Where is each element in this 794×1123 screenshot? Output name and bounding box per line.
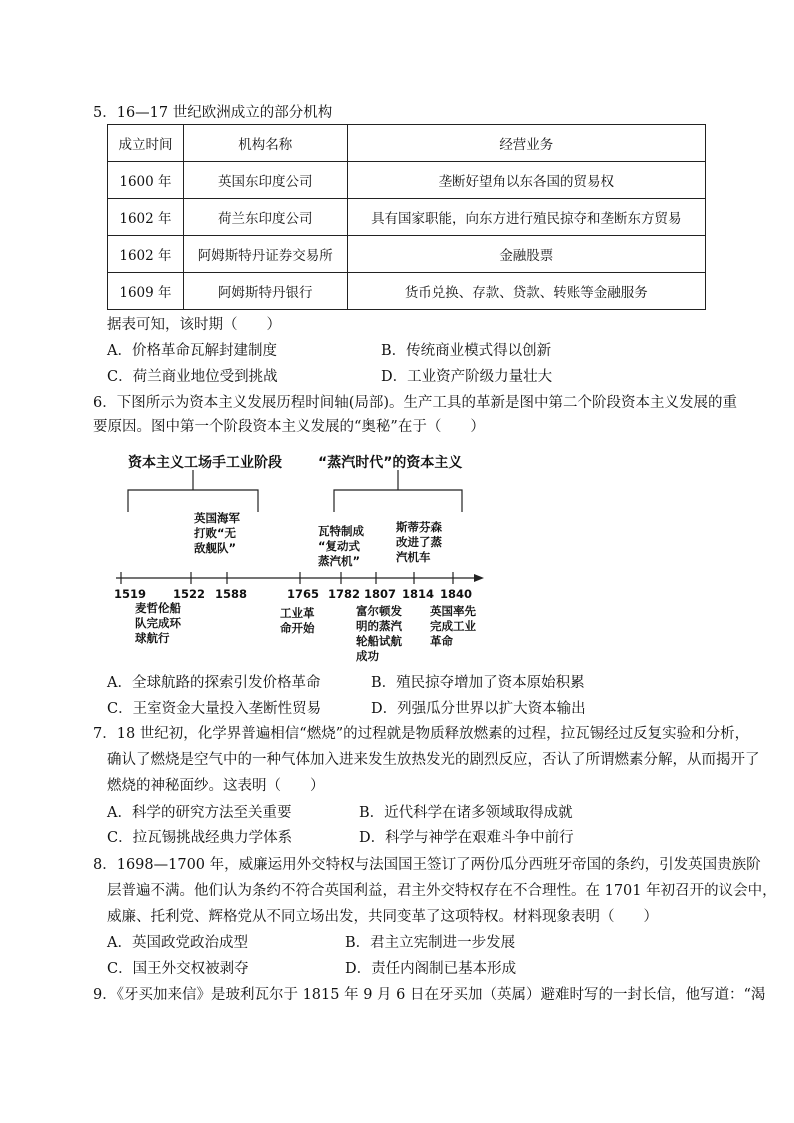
q6-line-2: 要原因。图中第一个阶段资本主义发展的“奥秘”在于（ ） [93, 419, 485, 435]
q7-line-2: 确认了燃烧是空气中的一种气体加入进来发生放热发光的剧烈反应，否认了所谓燃素分解，从而揭开了 [107, 752, 760, 768]
timeline-arrow [474, 574, 484, 582]
q8-options-row-2 [107, 957, 707, 979]
q5-option-a[interactable]: A．价格革命瓦解封建制度 [107, 343, 277, 359]
table-header: 机构名称 [183, 125, 347, 162]
table-cell: 阿姆斯特丹银行 [183, 273, 347, 310]
event-armada: 英国海军 打败“无 敌舰队” [194, 511, 240, 555]
q7-option-c[interactable]: C．拉瓦锡挑战经典力学体系 [107, 830, 293, 846]
table-cell: 具有国家职能，向东方进行殖民掠夺和垄断东方贸易 [347, 199, 705, 236]
q6-option-a[interactable]: A．全球航路的探索引发价格革命 [107, 675, 321, 691]
year-label: 1765 [287, 587, 320, 601]
stage-1-brace [128, 490, 258, 512]
stage-2-brace [334, 490, 462, 512]
q5-stem: 据表可知，该时期（ ） [107, 317, 281, 333]
q8-option-b[interactable]: B．君主立宪制进一步发展 [345, 935, 516, 951]
event-magellan: 麦哲伦船 队完成环 球航行 [135, 601, 181, 645]
q7-line-3: 燃烧的神秘面纱。这表明（ ） [107, 778, 325, 794]
timeline-stage-2-label: “蒸汽时代”的资本主义 [318, 455, 463, 471]
year-label: 1814 [402, 587, 435, 601]
table-cell: 1602 年 [108, 236, 184, 273]
q6-option-c[interactable]: C．王室资金大量投入垄断性贸易 [107, 701, 322, 717]
table-cell: 1602 年 [108, 199, 184, 236]
q7-option-d[interactable]: D．科学与神学在艰难斗争中前行 [359, 830, 574, 846]
event-watt-engine: 瓦特制成 “复动式 蒸汽机” [318, 524, 364, 568]
table-cell: 英国东印度公司 [183, 162, 347, 199]
event-britain-completes: 英国率先 完成工业 革命 [430, 604, 476, 648]
table-cell: 垄断好望角以东各国的贸易权 [347, 162, 705, 199]
q6-line-1: 6．下图所示为资本主义发展历程时间轴(局部)。生产工具的革新是图中第二个阶段资本主义发展的重 [93, 395, 738, 411]
q8-line-2: 层普遍不满。他们认为条约不符合英国利益，君主外交特权存在不合理性。在 1701 年初召开的议会中， [107, 883, 777, 899]
table-cell: 荷兰东印度公司 [183, 199, 347, 236]
q8-line-1: 8．1698—1700 年，威廉运用外交特权与法国国王签订了两份瓜分西班牙帝国的条约，引发英国贵族阶 [93, 857, 761, 873]
q6-options-row-2 [107, 697, 707, 719]
year-label: 1807 [364, 587, 397, 601]
q7-option-b[interactable]: B．近代科学在诸多领域取得成就 [359, 805, 573, 821]
table-header: 经营业务 [347, 125, 705, 162]
q7-line-1: 7．18 世纪初，化学界普遍相信“燃烧”的过程就是物质释放燃素的过程，拉瓦锡经过反复实验和分析， [93, 726, 750, 742]
table-cell: 金融股票 [347, 236, 705, 273]
event-stephenson: 斯蒂芬森 改进了蒸 汽机车 [396, 520, 442, 564]
q8-option-a[interactable]: A．英国政党政治成型 [107, 935, 248, 951]
timeline-stage-1-label: 资本主义工场手工业阶段 [128, 455, 282, 471]
q7-options-row-1 [107, 801, 707, 823]
event-industrial-revolution: 工业革 命开始 [280, 606, 315, 635]
q8-line-3: 威廉、托利党、辉格党从不同立场出发，共同变革了这项特权。材料现象表明（ ） [107, 909, 658, 925]
q5-title: 5．16—17 世纪欧洲成立的部分机构 [93, 105, 333, 121]
q7-option-a[interactable]: A．科学的研究方法至关重要 [107, 805, 292, 821]
year-label: 1519 [114, 587, 147, 601]
table-cell: 货币兑换、存款、贷款、转账等金融服务 [347, 273, 705, 310]
q5-option-d[interactable]: D．工业资产阶级力量壮大 [381, 369, 553, 385]
year-label: 1522 [173, 587, 206, 601]
q6-option-d[interactable]: D．列强瓜分世界以扩大资本输出 [371, 701, 586, 717]
q6-option-b[interactable]: B．殖民掠夺增加了资本原始积累 [371, 675, 585, 691]
q9-line-1: 9．《牙买加来信》是玻利瓦尔于 1815 年 9 月 6 日在牙买加（英属）避难时写的一封长信，他写道：“渴 [93, 987, 766, 1003]
q7-options-row-2 [107, 826, 707, 848]
year-label: 1782 [328, 587, 361, 601]
q5-option-c[interactable]: C．荷兰商业地位受到挑战 [107, 369, 278, 385]
table-cell: 阿姆斯特丹证券交易所 [183, 236, 347, 273]
q8-options-row-1 [107, 931, 707, 953]
q5-option-b[interactable]: B．传统商业模式得以创新 [381, 343, 552, 359]
event-fulton: 富尔顿发 明的蒸汽 轮船试航 成功 [356, 604, 402, 663]
table-cell: 1609 年 [108, 273, 184, 310]
q8-option-d[interactable]: D．责任内阁制已基本形成 [345, 961, 517, 977]
q8-option-c[interactable]: C．国王外交权被剥夺 [107, 961, 249, 977]
q6-options-row-1 [107, 671, 707, 693]
table-header: 成立时间 [108, 125, 184, 162]
year-label: 1840 [440, 587, 473, 601]
table-cell: 1600 年 [108, 162, 184, 199]
year-label: 1588 [215, 587, 248, 601]
